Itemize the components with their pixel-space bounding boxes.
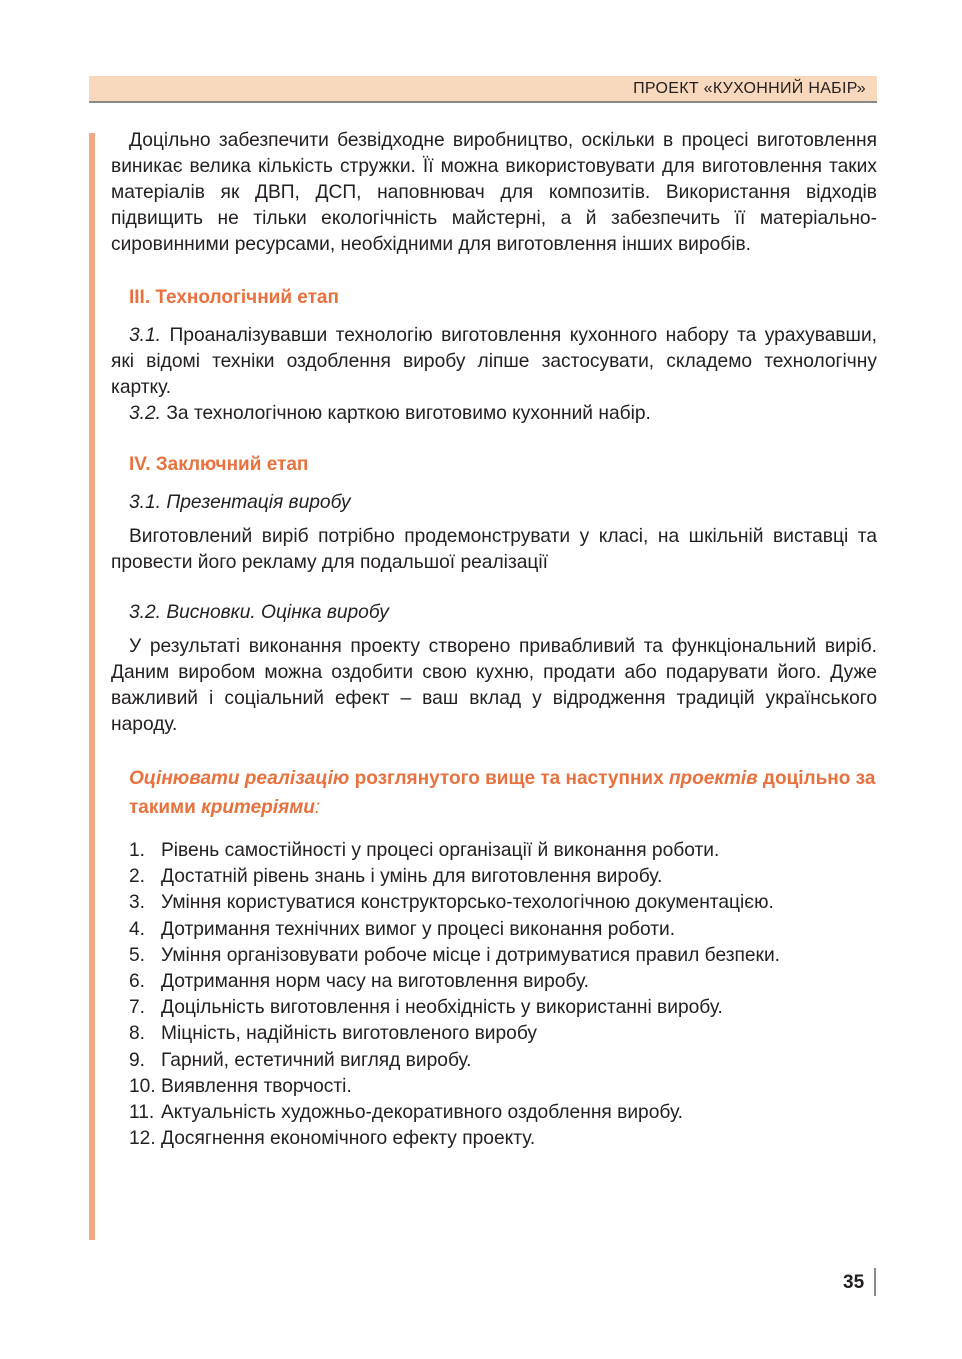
item-text: Проаналізувавши технологію виготовлення кухонного набору та урахувавши, які відомі техніки оздоблення виробу ліпше застосувати, складемо технологічну картку. (111, 325, 877, 398)
list-text: Гарний, естетичний вигляд виробу. (161, 1049, 472, 1071)
list-number: 9. (129, 1049, 146, 1071)
list-number: 10. (129, 1075, 156, 1097)
list-item (129, 890, 877, 916)
criteria-intro-colon: : (314, 797, 321, 818)
side-accent-bar (89, 133, 95, 1240)
subheading-presentation: 3.1. Презентація виробу (129, 492, 351, 513)
criteria-intro-emphasis: критеріями (201, 797, 315, 818)
list-item (129, 838, 877, 864)
list-item (129, 1074, 877, 1100)
list-text: Рівень самостійності у процесі організації й виконання роботи. (161, 840, 720, 861)
section-3-item-1 (111, 323, 877, 401)
list-item (129, 917, 877, 943)
list-number: 8. (129, 1023, 146, 1045)
list-item (129, 943, 877, 969)
page-content (111, 128, 877, 1152)
list-text: Актуальність художньо-декоративного оздоблення виробу. (161, 1102, 683, 1124)
list-item (129, 995, 877, 1021)
list-text: Досягнення економічного ефекту проекту. (161, 1128, 536, 1150)
criteria-intro-emphasis: проектів (668, 768, 758, 789)
list-number: 2. (129, 866, 146, 888)
section-4-heading: IV. Заключний етап (129, 454, 309, 475)
item-number: 3.2. (129, 403, 162, 424)
section-3-heading: ІІІ. Технологічний етап (129, 287, 339, 308)
list-item (129, 1021, 877, 1047)
page-number: 35 (843, 1272, 865, 1293)
presentation-paragraph: Виготовлений виріб потрібно продемонструвати у класі, на шкільній виставці та провести його рекламу для подальшої реалізації (111, 526, 877, 573)
list-text: Достатній рівень знань і умінь для виготовлення виробу. (161, 866, 663, 888)
list-item (129, 864, 877, 890)
list-text: Уміння користуватися конструкторсько-техологічною документацією. (161, 892, 774, 914)
list-number: 4. (129, 918, 146, 940)
list-number: 11. (129, 1102, 155, 1124)
list-text: Виявлення творчості. (161, 1075, 352, 1097)
list-number: 6. (129, 971, 146, 993)
intro-paragraph: Доцільно забезпечити безвідходне виробництво, оскільки в процесі виготовлення виникає велика кількість стружки. Її можна використовувати для виготовлення таких матеріалів як ДВП, ДСП, наповнювач для композитів. Використання відходів підвищить не тільки екологічність майстерні, а й забезпечить її матеріально-сировинними ресурсами, необхідними для виготовлення інших виробів. (111, 130, 877, 255)
list-item (129, 969, 877, 995)
list-item (129, 1100, 877, 1126)
list-number: 12. (129, 1128, 156, 1150)
conclusions-paragraph: У результаті виконання проекту створено привабливий та функціональний виріб. Даним виробом можна оздобити свою кухню, продати або подарувати його. Дуже важливий і соціальний ефект – ваш вклад у відродження традицій українського народу. (111, 636, 877, 735)
list-text: Міцність, надійність виготовленого виробу (161, 1023, 538, 1045)
list-text: Дотримання технічних вимог у процесі виконання роботи. (161, 918, 676, 940)
header-title: ПРОЕКТ «КУХОННИЙ НАБІР» (633, 80, 866, 97)
list-number: 3. (129, 892, 146, 914)
list-text: Уміння організовувати робоче місце і дотримуватися правил безпеки. (161, 944, 780, 966)
list-item (129, 1126, 877, 1152)
list-item (129, 1048, 877, 1074)
running-header (89, 76, 877, 103)
list-number: 5. (129, 944, 146, 966)
criteria-intro (111, 764, 877, 822)
criteria-intro-text: розглянутого вище та наступних (349, 768, 669, 789)
subheading-conclusions: 3.2. Висновки. Оцінка виробу (129, 602, 389, 623)
criteria-intro-text: доцільно за такими (129, 768, 876, 818)
list-number: 7. (129, 997, 146, 1019)
list-text: Доцільність виготовлення і необхідність у використанні виробу. (161, 997, 723, 1019)
criteria-list (111, 838, 877, 1152)
item-number: 3.1. (129, 325, 162, 346)
list-text: Дотримання норм часу на виготовлення виробу. (161, 971, 589, 993)
item-text: За технологічною карткою виготовимо кухонний набір. (161, 403, 651, 424)
criteria-intro-emphasis: Оцінювати реалізацію (129, 768, 350, 789)
section-3-item-2 (111, 401, 877, 427)
page-number-divider (874, 1268, 876, 1296)
list-number: 1. (129, 840, 146, 861)
